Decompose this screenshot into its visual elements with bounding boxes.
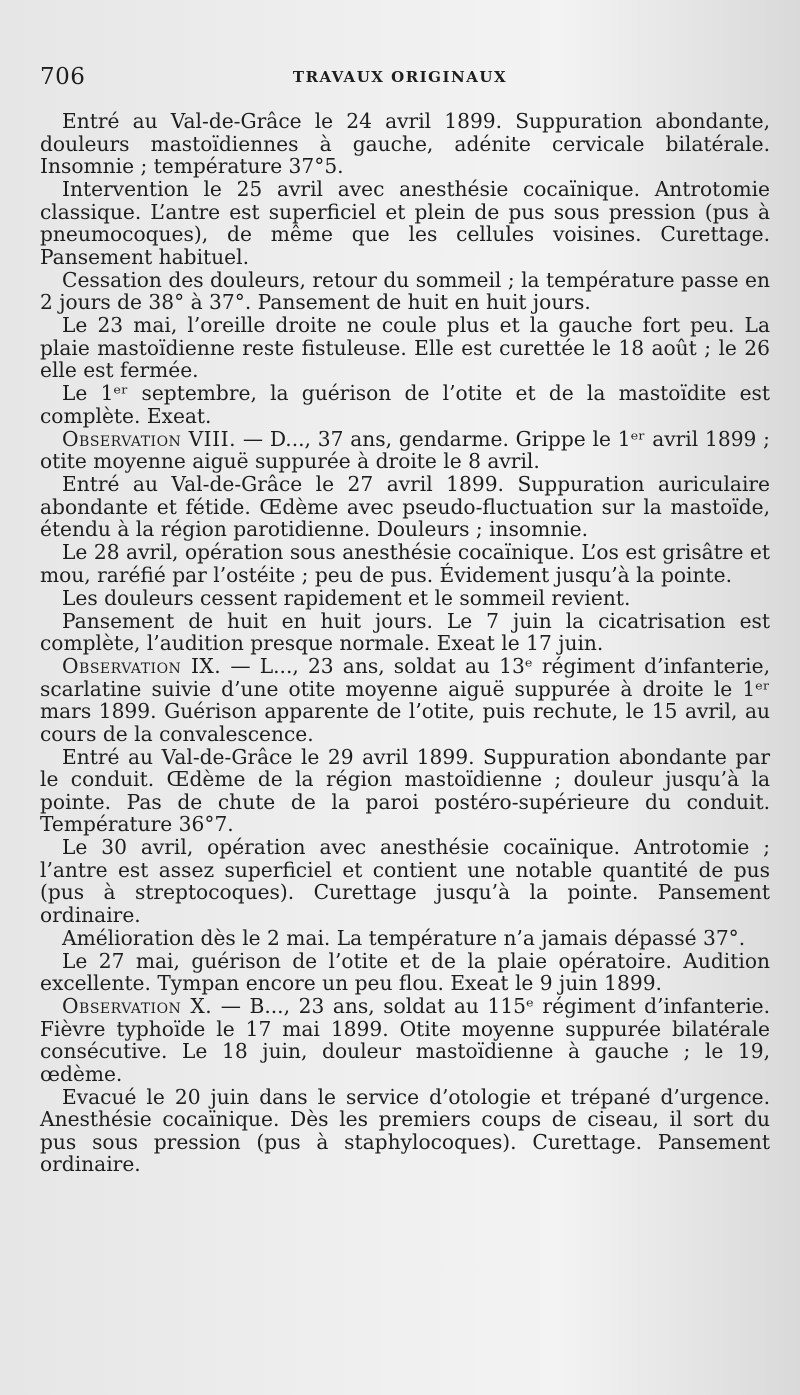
paragraph: Entré au Val-de-Grâce le 29 avril 1899. Suppuration abondante par le conduit. Œdème de la région mastoïdienne ; douleur jusqu’à la pointe. Pas de chute de la paroi postéro-supérieure du conduit. Température 36°7. (40, 744, 770, 836)
paragraph: Entré au Val-de-Grâce le 27 avril 1899. Suppuration auriculaire abondante et fétide. Œdème avec pseudo-fluctuation sur la mastoïde, étendu à la région parotidienne. Douleurs ; insomnie. (40, 472, 770, 541)
paragraph: Pansement de huit en huit jours. Le 7 juin la cicatrisation est complète, l’audition presque normale. Exeat le 17 juin. (40, 608, 770, 655)
paragraph: Evacué le 20 juin dans le service d’otologie et trépané d’urgence. Anesthésie cocaïnique. Dès les premiers coups de ciseau, il sort du pus sous pression (pus à staphylocoques). Curettage. Pansement ordinaire. (40, 1084, 770, 1176)
observation-label: Observation VIII. (62, 426, 237, 451)
paragraph: Les douleurs cessent rapidement et le sommeil revient. (62, 585, 631, 610)
paragraph: Le 30 avril, opération avec anesthésie cocaïnique. Antrotomie ; l’antre est assez superficiel et contient une notable quantité de pus (pus à streptocoques). Curettage jusqu’à la pointe. Pansement ordinaire. (40, 835, 770, 927)
paragraph: Le 27 mai, guérison de l’otite et de la plaie opératoire. Audition excellente. Tympan encore un peu flou. Exeat le 9 juin 1899. (40, 948, 770, 995)
observation-paragraph: Observation X. — B..., 23 ans, soldat au 115ᵉ régiment d’infanterie. Fièvre typhoïde le 17 mai 1899. Otite moyenne suppurée bilatérale consécutive. Le 18 juin, douleur mastoïdienne à gauche ; le 19, œdème. (40, 994, 771, 1086)
paragraph: Cessation des douleurs, retour du sommeil ; la température passe en 2 jours de 38° à 37°. Pansement de huit en huit jours. (40, 267, 770, 314)
running-title: TRAVAUX ORIGINAUX (292, 68, 508, 86)
observation-paragraph: Observation VIII. — D..., 37 ans, gendarme. Grippe le 1ᵉʳ avril 1899 ; otite moyenne aiguë suppurée à droite le 8 avril. (40, 426, 770, 473)
page-number: 706 (40, 64, 86, 90)
paragraph: Amélioration dès le 2 mai. La température n’a jamais dépassé 37°. (62, 925, 746, 950)
paragraph: Le 1ᵉʳ septembre, la guérison de l’otite et de la mastoïdite est complète. Exeat. (40, 381, 770, 428)
paragraph: Intervention le 25 avril avec anesthésie cocaïnique. Antrotomie classique. L’antre est superficiel et plein de pus sous pression (pus à pneumocoques), de même que les cellules voisines. Curettage. Pansement habituel. (40, 177, 770, 269)
observation-paragraph: Observation IX. — L..., 23 ans, soldat au 13ᵉ régiment d’infanterie, scarlatine suivie d’une otite moyenne aiguë suppurée à droite le 1ᵉʳ mars 1899. Guérison apparente de l’otite, puis rechute, le 15 avril, au cours de la convalescence. (40, 654, 770, 746)
observation-label: Observation IX. (62, 654, 222, 678)
observation-label: Observation X. (62, 994, 213, 1018)
page-body (40, 110, 770, 1176)
paragraph: Le 23 mai, l’oreille droite ne coule plus et la gauche fort peu. La plaie mastoïdienne reste fistuleuse. Elle est curettée le 18 août ; le 26 elle est fermée. (40, 313, 770, 382)
paragraph: Le 28 avril, opération sous anesthésie cocaïnique. L’os est grisâtre et mou, raréfié par l’ostéite ; peu de pus. Évidement jusqu’à la pointe. (40, 540, 770, 587)
paragraph: Entré au Val-de-Grâce le 24 avril 1899. Suppuration abondante, douleurs mastoïdiennes à gauche, adénite cervicale bilatérale. Insomnie ; température 37°5. (40, 109, 770, 178)
page-header (40, 64, 760, 94)
